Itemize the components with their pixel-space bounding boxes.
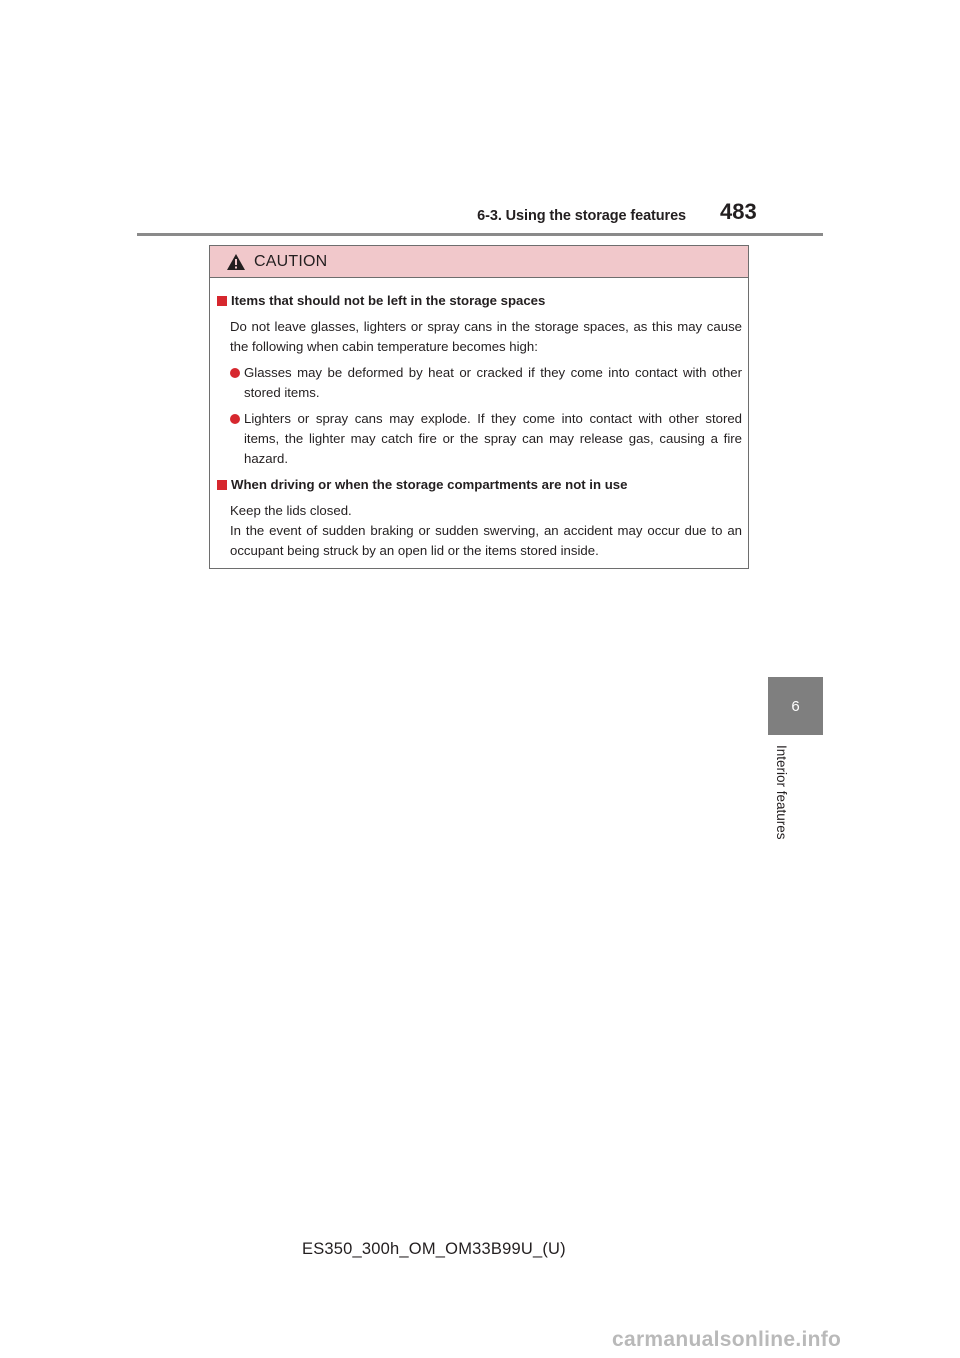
- chapter-label: Interior features: [774, 745, 789, 840]
- header-rule: [137, 233, 823, 236]
- paragraph-line: Keep the lids closed.: [230, 503, 352, 518]
- list-item-text: Lighters or spray cans may explode. If they come into contact with other stored items, the lighter may catch fire or the spray can may release gas, causing a fire hazard.: [244, 411, 742, 466]
- warning-triangle-icon: [226, 253, 246, 271]
- document-code: ES350_300h_OM_OM33B99U_(U): [302, 1240, 566, 1258]
- chapter-tab[interactable]: [768, 677, 823, 735]
- caution-body: [210, 278, 748, 561]
- list-item: [230, 363, 742, 403]
- section-intro: Do not leave glasses, lighters or spray cans in the storage spaces, as this may cause the following when cabin temperature becomes high:: [230, 319, 742, 354]
- square-bullet-icon: [217, 480, 227, 490]
- section-heading-text: Items that should not be left in the storage spaces: [231, 293, 546, 308]
- list-item: [230, 409, 742, 469]
- watermark[interactable]: carmanualsonline.info: [612, 1328, 842, 1351]
- header-section-title: 6-3. Using the storage features: [477, 208, 686, 224]
- round-bullet-icon: [230, 414, 240, 424]
- chapter-number: 6: [791, 697, 800, 715]
- page-number: 483: [720, 199, 757, 224]
- square-bullet-icon: [217, 296, 227, 306]
- caution-label: CAUTION: [254, 252, 328, 270]
- section-heading: [217, 475, 742, 495]
- round-bullet-icon: [230, 368, 240, 378]
- section-heading-text: When driving or when the storage compartments are not in use: [231, 477, 628, 492]
- paragraph-line: In the event of sudden braking or sudden swerving, an accident may occur due to an occupant being struck by an open lid or the items stored inside.: [230, 523, 742, 558]
- list-item-text: Glasses may be deformed by heat or cracked if they come into contact with other stored items.: [244, 365, 742, 400]
- caution-header: [210, 246, 748, 278]
- section-heading: [217, 291, 742, 311]
- caution-box: [209, 245, 749, 569]
- section-paragraph: [230, 501, 742, 561]
